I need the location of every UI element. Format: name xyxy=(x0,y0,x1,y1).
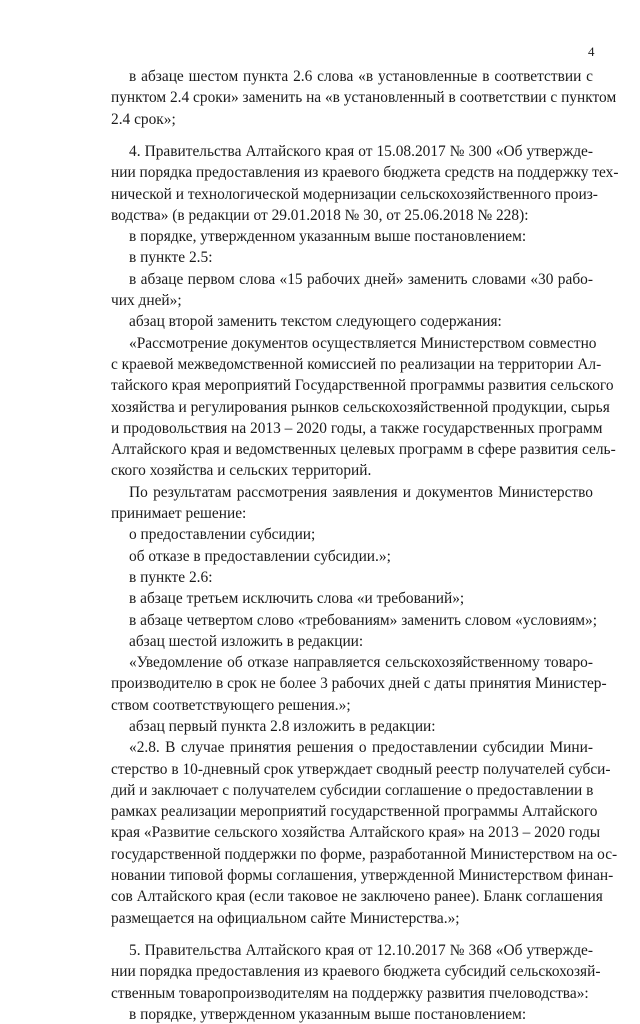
text-line: 5. Правительства Алтайского края от 12.10.2017 № 368 «Об утвержде- xyxy=(129,942,593,959)
text-line: в абзаце первом слова «15 рабочих дней» заменить словами «30 рабо- xyxy=(129,271,593,288)
text-line: «2.8. В случае принятия решения о предоставлении субсидии Мини- xyxy=(129,739,593,756)
text-line: ского хозяйства и сельских территорий. xyxy=(111,462,372,479)
text-line: с краевой межведомственной комиссией по реализации на территории Ал- xyxy=(111,356,602,373)
text-line: новании типовой формы соглашения, утвержденной Министерством финан- xyxy=(111,867,614,884)
text-line: в пункте 2.5: xyxy=(129,249,213,266)
text-line: По результатам рассмотрения заявления и документов Министерство xyxy=(129,484,593,501)
text-line: государственной поддержки по форме, разработанной Министерством на ос- xyxy=(111,846,618,863)
text-line: в пункте 2.6: xyxy=(129,569,213,586)
text-line: пунктом 2.4 сроки» заменить на «в установленный в соответствии с пунктом xyxy=(111,89,617,106)
text-line: в абзаце третьем исключить слова «и требований»; xyxy=(129,590,465,607)
text-line: хозяйства и регулирования рынков сельскохозяйственной продукции, сырья xyxy=(111,399,610,416)
text-line: в абзаце четвертом слово «требованиям» заменить словом «условиям»; xyxy=(129,612,598,629)
text-line: производителю в срок не более 3 рабочих дней с даты принятия Министер- xyxy=(111,675,607,692)
text-line: абзац второй заменить текстом следующего содержания: xyxy=(129,313,502,330)
text-line: «Уведомление об отказе направляется сельскохозяйственному товаро- xyxy=(129,654,593,671)
text-line: Алтайского края и ведомственных целевых программ в сфере развития сель- xyxy=(111,441,616,458)
page-number: 4 xyxy=(588,44,595,59)
text-line: принимает решение: xyxy=(111,505,247,522)
text-line: чих дней»; xyxy=(111,292,182,309)
text-line: ством соответствующего решения.»; xyxy=(111,697,351,714)
text-line: дий и заключает с получателем субсидии соглашение о предоставлении в xyxy=(111,782,594,799)
text-line: водства» (в редакции от 29.01.2018 № 30, от 25.06.2018 № 228): xyxy=(111,207,529,224)
text-line: нической и технологической модернизации сельскохозяйственного произ- xyxy=(111,186,598,203)
text-line: сов Алтайского края (если таковое не заключено ранее). Бланк соглашения xyxy=(111,888,603,905)
text-line: о предоставлении субсидии; xyxy=(129,526,316,543)
text-line: в порядке, утвержденном указанным выше постановлением: xyxy=(129,1006,527,1023)
text-line: нии порядка предоставления из краевого бюджета субсидий сельскохозяй- xyxy=(111,963,601,980)
text-line: 4. Правительства Алтайского края от 15.08.2017 № 300 «Об утвержде- xyxy=(129,143,593,160)
text-line: об отказе в предоставлении субсидии.»; xyxy=(129,548,391,565)
text-line: в абзаце шестом пункта 2.6 слова «в установленные в соответствии с xyxy=(129,68,593,85)
text-line: размещается на официальном сайте Министерства.»; xyxy=(111,910,460,927)
text-line: стерство в 10-дневный срок утверждает сводный реестр получателей субси- xyxy=(111,761,611,778)
text-line: в порядке, утвержденном указанным выше постановлением: xyxy=(129,228,527,245)
text-line: тайского края мероприятий Государственной программы развития сельского xyxy=(111,377,614,394)
text-line: абзац первый пункта 2.8 изложить в редакции: xyxy=(129,718,436,735)
text-line: нии порядка предоставления из краевого бюджета средств на поддержку тех- xyxy=(111,164,619,181)
text-line: рамках реализации мероприятий государственной программы Алтайского xyxy=(111,803,598,820)
text-line: и продовольствия на 2013 – 2020 годы, а также государственных программ xyxy=(111,420,603,437)
text-line: абзац шестой изложить в редакции: xyxy=(129,633,364,650)
text-line: ственным товаропроизводителям на поддержку развития пчеловодства»: xyxy=(111,985,589,1002)
text-line: «Рассмотрение документов осуществляется Министерством совместно xyxy=(129,335,597,352)
text-line: края «Развитие сельского хозяйства Алтайского края» на 2013 – 2020 годы xyxy=(111,824,601,841)
text-line: 2.4 срок»; xyxy=(111,111,176,128)
